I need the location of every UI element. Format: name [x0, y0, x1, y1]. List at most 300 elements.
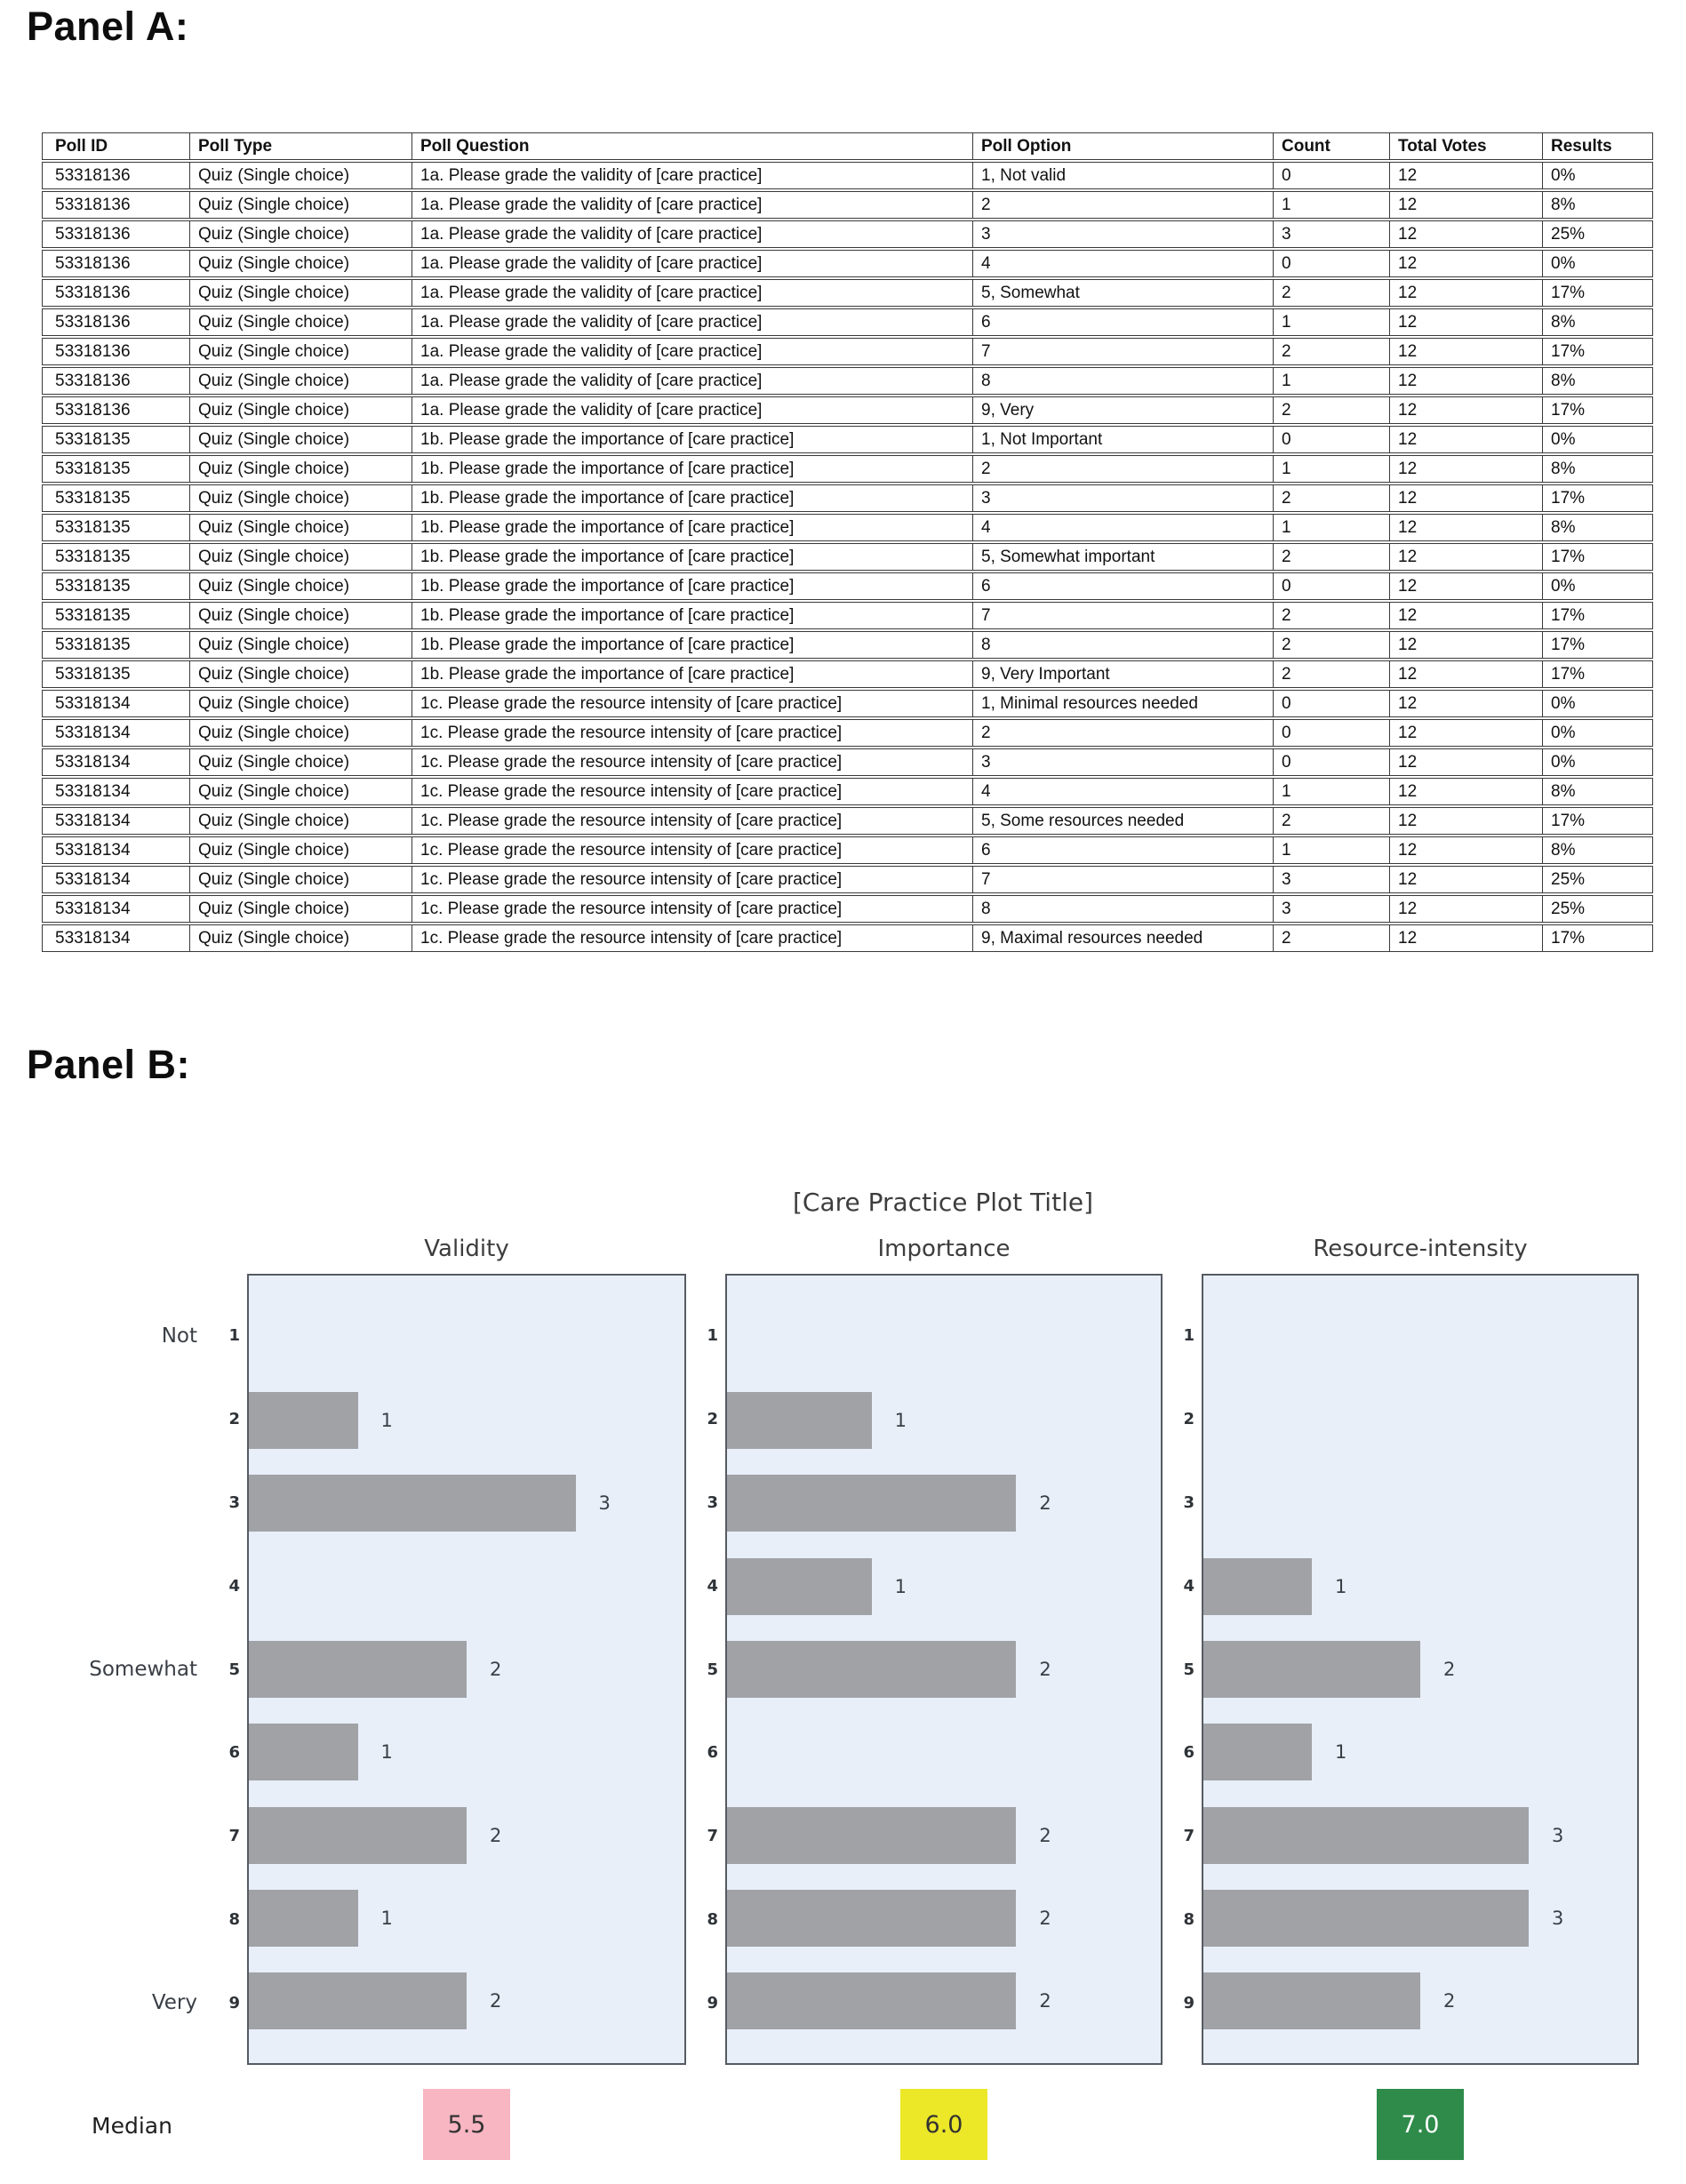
- table-cell: Quiz (Single choice): [190, 924, 412, 952]
- table-row: [42, 866, 1653, 893]
- bar-band: [249, 1711, 684, 1794]
- table-cell: 12: [1390, 308, 1543, 336]
- bar-value-label: 1: [380, 1907, 393, 1929]
- y-tick-label: 3: [707, 1492, 718, 1512]
- table-row: [42, 602, 1653, 629]
- bar: [727, 1890, 1016, 1947]
- table-cell: 25%: [1543, 866, 1653, 893]
- table-cell: 3: [973, 220, 1274, 248]
- table-cell: 0%: [1543, 250, 1653, 277]
- table-row: [42, 162, 1653, 189]
- bar-value-label: 3: [598, 1492, 611, 1515]
- table-cell: 3: [973, 748, 1274, 776]
- table-row: [42, 660, 1653, 688]
- bar: [727, 1641, 1016, 1698]
- column-header: Poll ID: [42, 132, 190, 160]
- table-cell: 53318136: [42, 191, 190, 219]
- table-cell: 1, Not valid: [973, 162, 1274, 189]
- table-row: [42, 250, 1653, 277]
- y-tick-label: 8: [1183, 1909, 1195, 1929]
- bar-band: [1203, 1628, 1637, 1710]
- table-cell: 2: [973, 191, 1274, 219]
- bar-band: [249, 1462, 684, 1545]
- table-cell: 0: [1274, 426, 1390, 453]
- table-cell: 8%: [1543, 836, 1653, 864]
- table-cell: Quiz (Single choice): [190, 338, 412, 365]
- table-cell: 17%: [1543, 484, 1653, 512]
- table-cell: 1, Not Important: [973, 426, 1274, 453]
- column-header: Poll Option: [973, 132, 1274, 160]
- axis-annotation: [50, 1544, 197, 1628]
- bar: [1203, 1972, 1420, 2029]
- median-value-box-importance: 6.0: [900, 2089, 987, 2160]
- table-cell: 53318136: [42, 220, 190, 248]
- column-header: Poll Question: [412, 132, 973, 160]
- table-cell: 1b. Please grade the importance of [care practice]: [412, 602, 973, 629]
- table-cell: 1a. Please grade the validity of [care practice]: [412, 220, 973, 248]
- bar: [249, 1724, 358, 1780]
- table-cell: 1b. Please grade the importance of [care practice]: [412, 484, 973, 512]
- table-cell: Quiz (Single choice): [190, 895, 412, 923]
- bar-band: [1203, 1794, 1637, 1876]
- table-cell: 12: [1390, 514, 1543, 541]
- table-row: [42, 279, 1653, 307]
- table-cell: Quiz (Single choice): [190, 660, 412, 688]
- bar-value-label: 2: [490, 1658, 502, 1680]
- table-cell: 12: [1390, 279, 1543, 307]
- axis-annotation: [50, 1877, 197, 1961]
- bar-value-label: 2: [1039, 1990, 1051, 2012]
- table-cell: 2: [1274, 484, 1390, 512]
- bar: [249, 1972, 467, 2029]
- table-cell: 8%: [1543, 514, 1653, 541]
- table-cell: Quiz (Single choice): [190, 367, 412, 395]
- table-cell: 53318134: [42, 924, 190, 952]
- table-cell: 5, Some resources needed: [973, 807, 1274, 835]
- chart-title-importance: Importance: [877, 1236, 1011, 1262]
- table-cell: Quiz (Single choice): [190, 220, 412, 248]
- table-row: [42, 367, 1653, 395]
- table-cell: 8: [973, 895, 1274, 923]
- table-row: [42, 338, 1653, 365]
- bar-band: [249, 1296, 684, 1379]
- table-cell: 1c. Please grade the resource intensity of [care practice]: [412, 748, 973, 776]
- table-cell: 2: [973, 455, 1274, 483]
- table-cell: 1a. Please grade the validity of [care practice]: [412, 191, 973, 219]
- table-cell: 7: [973, 602, 1274, 629]
- table-cell: Quiz (Single choice): [190, 308, 412, 336]
- median-value-box-resource-intensity: 7.0: [1377, 2089, 1464, 2160]
- axis-annotation: [50, 1711, 197, 1795]
- table-cell: 0: [1274, 250, 1390, 277]
- median-value-box-validity: 5.5: [423, 2089, 510, 2160]
- bar-value-label: 1: [1335, 1741, 1347, 1764]
- table-cell: 1a. Please grade the validity of [care practice]: [412, 250, 973, 277]
- bar-band: [1203, 1462, 1637, 1545]
- table-cell: 1: [1274, 367, 1390, 395]
- bar-band: [1203, 1545, 1637, 1628]
- table-cell: 0%: [1543, 719, 1653, 747]
- table-cell: 53318136: [42, 279, 190, 307]
- y-tick-label: 9: [707, 1993, 718, 2012]
- y-tick-label: 1: [707, 1326, 718, 1346]
- table-cell: 1b. Please grade the importance of [care practice]: [412, 514, 973, 541]
- table-cell: 4: [973, 514, 1274, 541]
- table-cell: 17%: [1543, 396, 1653, 424]
- table-cell: 2: [1274, 338, 1390, 365]
- table-cell: 12: [1390, 866, 1543, 893]
- y-tick-column-validity: [204, 1274, 240, 2065]
- axis-annotation: Very: [151, 1991, 197, 2015]
- poll-results-table: [42, 131, 1653, 954]
- bar: [727, 1475, 1016, 1532]
- table-cell: 0%: [1543, 162, 1653, 189]
- bar: [727, 1558, 872, 1615]
- bar-value-label: 2: [1039, 1492, 1051, 1515]
- bar-band: [727, 1462, 1161, 1545]
- table-cell: 53318134: [42, 719, 190, 747]
- y-tick-label: 8: [228, 1909, 240, 1929]
- table-cell: 1a. Please grade the validity of [care practice]: [412, 308, 973, 336]
- bar: [727, 1972, 1016, 2029]
- table-cell: 17%: [1543, 279, 1653, 307]
- table-cell: 1c. Please grade the resource intensity of [care practice]: [412, 924, 973, 952]
- bar-band: [1203, 1876, 1637, 1959]
- table-cell: Quiz (Single choice): [190, 748, 412, 776]
- table-cell: 12: [1390, 778, 1543, 805]
- table-cell: 8%: [1543, 455, 1653, 483]
- table-cell: 17%: [1543, 543, 1653, 571]
- table-cell: Quiz (Single choice): [190, 836, 412, 864]
- bar: [249, 1641, 467, 1698]
- bar-value-label: 1: [894, 1575, 907, 1597]
- y-tick-label: 7: [228, 1827, 240, 1846]
- table-cell: 1: [1274, 778, 1390, 805]
- table-cell: 25%: [1543, 895, 1653, 923]
- table-cell: Quiz (Single choice): [190, 162, 412, 189]
- table-cell: 12: [1390, 719, 1543, 747]
- bar: [249, 1392, 358, 1449]
- table-cell: 12: [1390, 690, 1543, 717]
- table-cell: 8: [973, 367, 1274, 395]
- table-row: [42, 191, 1653, 219]
- table-row: [42, 572, 1653, 600]
- table-cell: 0: [1274, 572, 1390, 600]
- bar-band: [727, 1794, 1161, 1876]
- table-row: [42, 748, 1653, 776]
- table-cell: 25%: [1543, 220, 1653, 248]
- table-cell: 0: [1274, 748, 1390, 776]
- column-header: Total Votes: [1390, 132, 1543, 160]
- y-tick-label: 9: [228, 1993, 240, 2012]
- bar-band: [249, 1379, 684, 1461]
- bar-band: [1203, 1296, 1637, 1379]
- bar-band: [727, 1876, 1161, 1959]
- table-row: [42, 924, 1653, 952]
- table-row: [42, 690, 1653, 717]
- table-cell: 8%: [1543, 308, 1653, 336]
- table-cell: 8: [973, 631, 1274, 659]
- bar-band: [249, 1876, 684, 1959]
- table-cell: 53318135: [42, 455, 190, 483]
- table-cell: 1a. Please grade the validity of [care practice]: [412, 367, 973, 395]
- bar-value-label: 3: [1552, 1907, 1564, 1929]
- table-cell: 17%: [1543, 602, 1653, 629]
- table-cell: Quiz (Single choice): [190, 191, 412, 219]
- y-tick-label: 5: [1183, 1660, 1195, 1679]
- table-cell: 8%: [1543, 367, 1653, 395]
- table-cell: 2: [1274, 602, 1390, 629]
- table-cell: Quiz (Single choice): [190, 514, 412, 541]
- table-cell: 1c. Please grade the resource intensity of [care practice]: [412, 866, 973, 893]
- bar-band: [727, 1296, 1161, 1379]
- axis-annotation: Not: [161, 1324, 197, 1348]
- panel-b-heading: Panel B:: [27, 1042, 191, 1087]
- y-tick-label: 4: [1183, 1576, 1195, 1596]
- y-tick-label: 3: [1183, 1492, 1195, 1512]
- table-cell: 12: [1390, 338, 1543, 365]
- bar: [727, 1807, 1016, 1864]
- table-cell: 53318134: [42, 778, 190, 805]
- bar-value-label: 3: [1552, 1824, 1564, 1846]
- y-tick-label: 4: [707, 1576, 718, 1596]
- table-cell: 12: [1390, 543, 1543, 571]
- table-cell: 53318135: [42, 660, 190, 688]
- table-cell: Quiz (Single choice): [190, 484, 412, 512]
- table-row: [42, 514, 1653, 541]
- table-cell: 53318135: [42, 484, 190, 512]
- column-header: Poll Type: [190, 132, 412, 160]
- table-cell: 6: [973, 572, 1274, 600]
- bar-band: [727, 1545, 1161, 1628]
- panel-a-heading: Panel A:: [27, 4, 189, 49]
- bar-value-label: 1: [380, 1741, 393, 1764]
- table-cell: 7: [973, 338, 1274, 365]
- table-cell: 1c. Please grade the resource intensity of [care practice]: [412, 836, 973, 864]
- table-cell: 12: [1390, 396, 1543, 424]
- bar-band: [249, 1545, 684, 1628]
- table-cell: 0%: [1543, 572, 1653, 600]
- table-cell: 1a. Please grade the validity of [care practice]: [412, 396, 973, 424]
- table-cell: 3: [973, 484, 1274, 512]
- table-cell: 1c. Please grade the resource intensity of [care practice]: [412, 895, 973, 923]
- table-cell: 12: [1390, 836, 1543, 864]
- bar-value-label: 2: [1443, 1990, 1456, 2012]
- table-cell: 53318136: [42, 338, 190, 365]
- table-row: [42, 631, 1653, 659]
- table-row: [42, 455, 1653, 483]
- bar-band: [727, 1379, 1161, 1461]
- table-cell: Quiz (Single choice): [190, 426, 412, 453]
- table-cell: 53318136: [42, 162, 190, 189]
- table-cell: 1: [1274, 455, 1390, 483]
- y-tick-label: 2: [707, 1410, 718, 1429]
- table-cell: 53318136: [42, 308, 190, 336]
- table-cell: 1a. Please grade the validity of [care practice]: [412, 162, 973, 189]
- table-cell: Quiz (Single choice): [190, 778, 412, 805]
- table-cell: 0%: [1543, 426, 1653, 453]
- y-tick-label: 2: [1183, 1410, 1195, 1429]
- table-cell: 1: [1274, 836, 1390, 864]
- table-cell: Quiz (Single choice): [190, 866, 412, 893]
- y-tick-label: 6: [228, 1743, 240, 1763]
- table-row: [42, 543, 1653, 571]
- table-row: [42, 895, 1653, 923]
- table-cell: 53318134: [42, 748, 190, 776]
- table-cell: 5, Somewhat important: [973, 543, 1274, 571]
- bar-value-label: 1: [380, 1409, 393, 1431]
- table-cell: 3: [1274, 866, 1390, 893]
- bar-value-label: 2: [1443, 1658, 1456, 1680]
- table-cell: 53318135: [42, 572, 190, 600]
- table-cell: 53318134: [42, 836, 190, 864]
- bar-band: [1203, 1960, 1637, 2043]
- table-cell: 1c. Please grade the resource intensity of [care practice]: [412, 719, 973, 747]
- importance-plot: [725, 1274, 1163, 2065]
- bar-value-label: 2: [490, 1824, 502, 1846]
- axis-annotation-column: [50, 1274, 197, 2065]
- column-header: Count: [1274, 132, 1390, 160]
- table-cell: 12: [1390, 220, 1543, 248]
- table-cell: 9, Maximal resources needed: [973, 924, 1274, 952]
- table-cell: Quiz (Single choice): [190, 719, 412, 747]
- y-tick-label: 1: [1183, 1326, 1195, 1346]
- table-header-row: [42, 132, 1653, 160]
- table-row: [42, 807, 1653, 835]
- bar-band: [249, 1628, 684, 1710]
- table-cell: 53318136: [42, 367, 190, 395]
- table-cell: 17%: [1543, 631, 1653, 659]
- table-cell: 9, Very: [973, 396, 1274, 424]
- table-cell: 1a. Please grade the validity of [care practice]: [412, 279, 973, 307]
- table-cell: 53318135: [42, 631, 190, 659]
- table-cell: 53318135: [42, 543, 190, 571]
- table-cell: 53318135: [42, 426, 190, 453]
- bar-band: [727, 1628, 1161, 1710]
- axis-annotation: [50, 1378, 197, 1461]
- bar: [249, 1890, 358, 1947]
- bar-value-label: 1: [1335, 1575, 1347, 1597]
- table-cell: 12: [1390, 484, 1543, 512]
- table-cell: 12: [1390, 572, 1543, 600]
- axis-annotation: [50, 1461, 197, 1545]
- bar-band: [249, 1794, 684, 1876]
- table-cell: 12: [1390, 367, 1543, 395]
- y-tick-label: 6: [707, 1743, 718, 1763]
- table-cell: 1, Minimal resources needed: [973, 690, 1274, 717]
- table-row: [42, 778, 1653, 805]
- table-cell: Quiz (Single choice): [190, 543, 412, 571]
- median-label: Median: [92, 2113, 172, 2139]
- bar: [1203, 1724, 1312, 1780]
- table-cell: 4: [973, 778, 1274, 805]
- table-row: [42, 719, 1653, 747]
- y-tick-label: 6: [1183, 1743, 1195, 1763]
- table-cell: 2: [1274, 543, 1390, 571]
- table-cell: 12: [1390, 250, 1543, 277]
- axis-annotation: [50, 1795, 197, 1878]
- figure-title: [Care Practice Plot Title]: [793, 1188, 1093, 1217]
- table-cell: 1c. Please grade the resource intensity of [care practice]: [412, 690, 973, 717]
- table-row: [42, 426, 1653, 453]
- table-cell: 53318134: [42, 807, 190, 835]
- table-cell: Quiz (Single choice): [190, 396, 412, 424]
- table-row: [42, 220, 1653, 248]
- y-tick-column-resource-intensity: [1159, 1274, 1195, 2065]
- y-tick-label: 7: [707, 1827, 718, 1846]
- table-row: [42, 308, 1653, 336]
- table-cell: 1b. Please grade the importance of [care practice]: [412, 631, 973, 659]
- table-cell: 1: [1274, 514, 1390, 541]
- y-tick-label: 3: [228, 1492, 240, 1512]
- bar-value-label: 2: [1039, 1907, 1051, 1929]
- table-cell: 53318134: [42, 895, 190, 923]
- table-cell: 1b. Please grade the importance of [care practice]: [412, 572, 973, 600]
- resource-intensity-plot: [1202, 1274, 1639, 2065]
- bar-value-label: 2: [1039, 1824, 1051, 1846]
- chart-title-resource-intensity: Resource-intensity: [1313, 1236, 1528, 1262]
- y-tick-label: 5: [707, 1660, 718, 1679]
- bar-band: [727, 1711, 1161, 1794]
- table-cell: 53318136: [42, 396, 190, 424]
- table-cell: 8%: [1543, 778, 1653, 805]
- table-row: [42, 396, 1653, 424]
- table-cell: 2: [1274, 807, 1390, 835]
- table-cell: 0: [1274, 690, 1390, 717]
- y-tick-label: 4: [228, 1576, 240, 1596]
- y-tick-column-importance: [683, 1274, 718, 2065]
- table-cell: 1: [1274, 191, 1390, 219]
- bar-value-label: 2: [1039, 1658, 1051, 1680]
- table-cell: 53318136: [42, 250, 190, 277]
- table-cell: 0: [1274, 719, 1390, 747]
- table-cell: 9, Very Important: [973, 660, 1274, 688]
- table-cell: 2: [1274, 660, 1390, 688]
- y-tick-label: 2: [228, 1410, 240, 1429]
- table-cell: 3: [1274, 895, 1390, 923]
- y-tick-label: 8: [707, 1909, 718, 1929]
- table-cell: 53318135: [42, 514, 190, 541]
- table-row: [42, 484, 1653, 512]
- table-cell: 53318134: [42, 690, 190, 717]
- table-cell: 1c. Please grade the resource intensity of [care practice]: [412, 807, 973, 835]
- table-cell: Quiz (Single choice): [190, 631, 412, 659]
- table-cell: 1b. Please grade the importance of [care practice]: [412, 426, 973, 453]
- table-cell: 12: [1390, 748, 1543, 776]
- table-cell: 0%: [1543, 748, 1653, 776]
- bar-value-label: 1: [894, 1409, 907, 1431]
- table-cell: Quiz (Single choice): [190, 455, 412, 483]
- table-cell: 2: [973, 719, 1274, 747]
- table-cell: 5, Somewhat: [973, 279, 1274, 307]
- table-cell: 1b. Please grade the importance of [care practice]: [412, 660, 973, 688]
- bar: [1203, 1641, 1420, 1698]
- table-cell: 17%: [1543, 924, 1653, 952]
- axis-annotation: Somewhat: [89, 1658, 197, 1682]
- table-cell: 2: [1274, 631, 1390, 659]
- validity-plot: [247, 1274, 686, 2065]
- table-cell: 2: [1274, 396, 1390, 424]
- table-cell: Quiz (Single choice): [190, 690, 412, 717]
- y-tick-label: 7: [1183, 1827, 1195, 1846]
- table-cell: 1: [1274, 308, 1390, 336]
- bar: [1203, 1807, 1529, 1864]
- bar: [727, 1392, 872, 1449]
- table-cell: 1b. Please grade the importance of [care practice]: [412, 543, 973, 571]
- table-cell: Quiz (Single choice): [190, 572, 412, 600]
- table-cell: 53318134: [42, 866, 190, 893]
- bar-band: [249, 1960, 684, 2043]
